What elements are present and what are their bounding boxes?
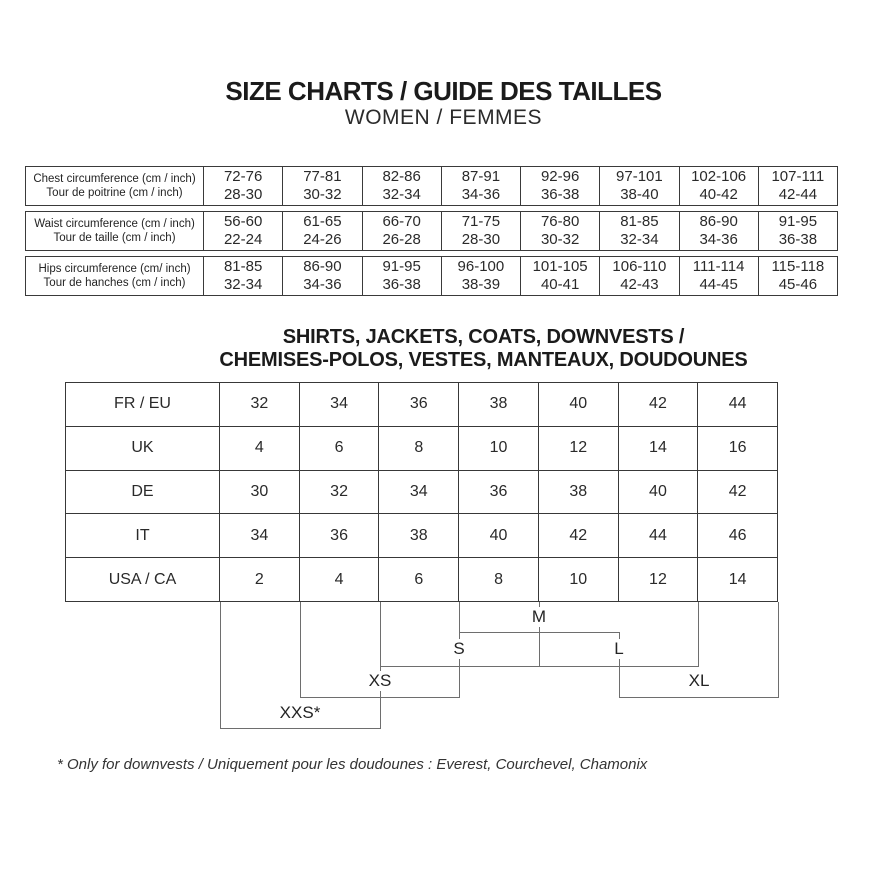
inch-range: 36-38 bbox=[540, 186, 580, 203]
cm-range: 86-90 bbox=[303, 258, 342, 275]
cm-range: 102-106 bbox=[691, 168, 747, 185]
size-value-cell: 34 bbox=[300, 383, 380, 426]
bracket-line bbox=[380, 602, 381, 728]
size-row-de bbox=[66, 470, 777, 514]
inch-range: 34-36 bbox=[303, 276, 342, 293]
cm-range: 91-95 bbox=[778, 213, 818, 230]
bracket-line bbox=[380, 666, 699, 667]
size-value-cell: 12 bbox=[539, 427, 619, 470]
size-value-cell: 40 bbox=[459, 514, 539, 557]
cm-range: 107-111 bbox=[771, 168, 825, 185]
bracket-line bbox=[619, 697, 779, 698]
size-system-label: UK bbox=[66, 427, 220, 470]
bracket-line bbox=[698, 602, 699, 666]
label-fr: Tour de hanches (cm / inch) bbox=[43, 277, 186, 289]
measurement-cell bbox=[282, 167, 361, 205]
bracket-line bbox=[220, 602, 221, 728]
measurement-cell bbox=[204, 257, 282, 295]
inch-range: 42-44 bbox=[778, 186, 818, 203]
cm-range: 87-91 bbox=[461, 168, 501, 185]
measurement-cell bbox=[520, 257, 599, 295]
size-bracket-label-m: M bbox=[524, 607, 554, 627]
size-value-cell: 36 bbox=[379, 383, 459, 426]
size-value-cell: 40 bbox=[539, 383, 619, 426]
measurement-cell bbox=[441, 212, 520, 250]
bracket-line bbox=[778, 602, 779, 697]
cm-range: 81-85 bbox=[620, 213, 659, 230]
size-value-cell: 16 bbox=[728, 439, 747, 457]
measurement-cell bbox=[758, 257, 837, 295]
measurement-cell bbox=[362, 167, 441, 205]
size-system-label: USA / CA bbox=[66, 558, 220, 601]
page-subtitle: WOMEN / FEMMES bbox=[344, 106, 543, 129]
inch-range: 28-30 bbox=[223, 186, 263, 203]
measurement-row-label bbox=[26, 257, 204, 295]
size-value-cell: 42 bbox=[539, 514, 619, 557]
measurement-cell bbox=[679, 167, 758, 205]
sizes-table bbox=[65, 382, 778, 602]
size-value-cell: 38 bbox=[459, 383, 539, 426]
cm-range: 72-76 bbox=[223, 168, 263, 185]
size-value-cell: 32 bbox=[220, 383, 300, 426]
size-value-cell: 40 bbox=[619, 471, 699, 514]
inch-range: 38-40 bbox=[620, 186, 659, 203]
size-value-cell: 10 bbox=[539, 558, 619, 601]
size-value-cell: 42 bbox=[728, 482, 747, 500]
cm-range: 101-105 bbox=[532, 258, 588, 275]
size-value-cell: 14 bbox=[728, 570, 747, 588]
inch-range: 24-26 bbox=[303, 231, 342, 248]
inch-range: 28-30 bbox=[461, 231, 501, 248]
measurement-cell bbox=[362, 257, 441, 295]
size-bracket-label-xl: XL bbox=[681, 671, 718, 691]
size-value-cell: 38 bbox=[379, 514, 459, 557]
size-value-cell: 34 bbox=[379, 471, 459, 514]
measurements-table bbox=[25, 166, 838, 301]
size-value-cell: 10 bbox=[459, 427, 539, 470]
measurement-row-chest bbox=[25, 166, 838, 206]
bracket-line bbox=[300, 697, 460, 698]
category-heading-line1: SHIRTS, JACKETS, COATS, DOWNVESTS / bbox=[282, 326, 685, 348]
measurement-cell bbox=[441, 167, 520, 205]
size-value-cell: 38 bbox=[539, 471, 619, 514]
inch-range: 36-38 bbox=[778, 231, 818, 248]
size-value-cell: 36 bbox=[459, 471, 539, 514]
label-en: Hips circumference (cm/ inch) bbox=[38, 263, 191, 275]
cm-range: 115-118 bbox=[771, 258, 825, 275]
cm-range: 106-110 bbox=[612, 258, 667, 275]
inch-range: 36-38 bbox=[382, 276, 421, 293]
measurement-cell bbox=[204, 167, 282, 205]
cm-range: 66-70 bbox=[382, 213, 421, 230]
cm-range: 71-75 bbox=[461, 213, 501, 230]
size-row-it bbox=[66, 513, 777, 557]
footnote: * Only for downvests / Uniquement pour les doudounes : Everest, Courchevel, Chamonix bbox=[57, 756, 648, 773]
inch-range: 34-36 bbox=[699, 231, 738, 248]
measurement-cell bbox=[679, 212, 758, 250]
cm-range: 111-114 bbox=[692, 258, 745, 275]
size-bracket-label-xxs: XXS* bbox=[272, 703, 329, 723]
size-value-cell: 44 bbox=[728, 395, 747, 413]
label-en: Chest circumference (cm / inch) bbox=[33, 173, 196, 185]
measurement-cell bbox=[204, 212, 282, 250]
size-system-label: DE bbox=[66, 471, 220, 514]
size-value-cell: 2 bbox=[220, 558, 300, 601]
cm-range: 81-85 bbox=[223, 258, 263, 275]
cm-range: 91-95 bbox=[382, 258, 421, 275]
measurement-cell bbox=[758, 212, 837, 250]
measurement-cell bbox=[599, 167, 678, 205]
measurement-cell bbox=[362, 212, 441, 250]
size-value-cell: 4 bbox=[300, 558, 380, 601]
size-value-cell: 6 bbox=[300, 427, 380, 470]
size-row-fr-eu bbox=[66, 383, 777, 426]
inch-range: 30-32 bbox=[540, 231, 580, 248]
inch-range: 38-39 bbox=[461, 276, 501, 293]
inch-range: 32-34 bbox=[223, 276, 263, 293]
cm-range: 76-80 bbox=[540, 213, 580, 230]
measurement-cell bbox=[599, 212, 678, 250]
measurement-row-hips bbox=[25, 256, 838, 296]
size-system-label: IT bbox=[66, 514, 220, 557]
measurement-cell bbox=[441, 257, 520, 295]
size-value-cell: 32 bbox=[300, 471, 380, 514]
size-bracket-label-s: S bbox=[445, 639, 472, 659]
measurement-cell bbox=[282, 212, 361, 250]
size-value-cell: 34 bbox=[220, 514, 300, 557]
measurement-row-waist bbox=[25, 211, 838, 251]
inch-range: 32-34 bbox=[620, 231, 659, 248]
inch-range: 42-43 bbox=[620, 276, 659, 293]
size-system-label: FR / EU bbox=[66, 383, 220, 426]
measurement-cell bbox=[282, 257, 361, 295]
cm-range: 56-60 bbox=[223, 213, 263, 230]
size-row-uk bbox=[66, 426, 777, 470]
measurement-row-label bbox=[26, 212, 204, 250]
cm-range: 77-81 bbox=[303, 168, 342, 185]
measurement-cell bbox=[520, 212, 599, 250]
cm-range: 97-101 bbox=[616, 168, 663, 185]
inch-range: 26-28 bbox=[382, 231, 421, 248]
inch-range: 22-24 bbox=[223, 231, 263, 248]
size-row-usa-ca bbox=[66, 557, 777, 601]
label-fr: Tour de taille (cm / inch) bbox=[53, 232, 176, 244]
bracket-line bbox=[459, 632, 620, 633]
size-value-cell: 4 bbox=[220, 427, 300, 470]
inch-range: 40-41 bbox=[540, 276, 580, 293]
cm-range: 61-65 bbox=[303, 213, 342, 230]
inch-range: 45-46 bbox=[778, 276, 818, 293]
inch-range: 44-45 bbox=[699, 276, 738, 293]
measurement-cell bbox=[758, 167, 837, 205]
bracket-line bbox=[220, 728, 381, 729]
inch-range: 34-36 bbox=[461, 186, 501, 203]
size-bracket-label-xs: XS bbox=[361, 671, 400, 691]
size-value-cell: 44 bbox=[619, 514, 699, 557]
size-value-cell: 6 bbox=[379, 558, 459, 601]
cm-range: 96-100 bbox=[457, 258, 505, 275]
cm-range: 82-86 bbox=[382, 168, 421, 185]
size-value-cell: 8 bbox=[459, 558, 539, 601]
size-value-cell: 14 bbox=[619, 427, 699, 470]
size-value-cell: 46 bbox=[728, 526, 747, 544]
inch-range: 30-32 bbox=[303, 186, 342, 203]
category-heading bbox=[0, 326, 887, 372]
size-value-cell: 30 bbox=[220, 471, 300, 514]
label-en: Waist circumference (cm / inch) bbox=[34, 218, 195, 230]
measurement-cell bbox=[679, 257, 758, 295]
size-value-cell: 42 bbox=[619, 383, 699, 426]
cm-range: 92-96 bbox=[540, 168, 580, 185]
size-value-cell: 8 bbox=[379, 427, 459, 470]
measurement-row-label bbox=[26, 167, 204, 205]
cm-range: 86-90 bbox=[699, 213, 738, 230]
page-title: SIZE CHARTS / GUIDE DES TAILLES bbox=[225, 76, 662, 106]
size-bracket-label-l: L bbox=[606, 639, 631, 659]
inch-range: 32-34 bbox=[382, 186, 421, 203]
category-heading-line2: CHEMISES-POLOS, VESTES, MANTEAUX, DOUDOUNES bbox=[219, 349, 748, 371]
bracket-line bbox=[300, 602, 301, 697]
measurement-cell bbox=[520, 167, 599, 205]
inch-range: 40-42 bbox=[699, 186, 738, 203]
size-value-cell: 36 bbox=[300, 514, 380, 557]
label-fr: Tour de poitrine (cm / inch) bbox=[46, 187, 183, 199]
size-value-cell: 12 bbox=[619, 558, 699, 601]
measurement-cell bbox=[599, 257, 678, 295]
